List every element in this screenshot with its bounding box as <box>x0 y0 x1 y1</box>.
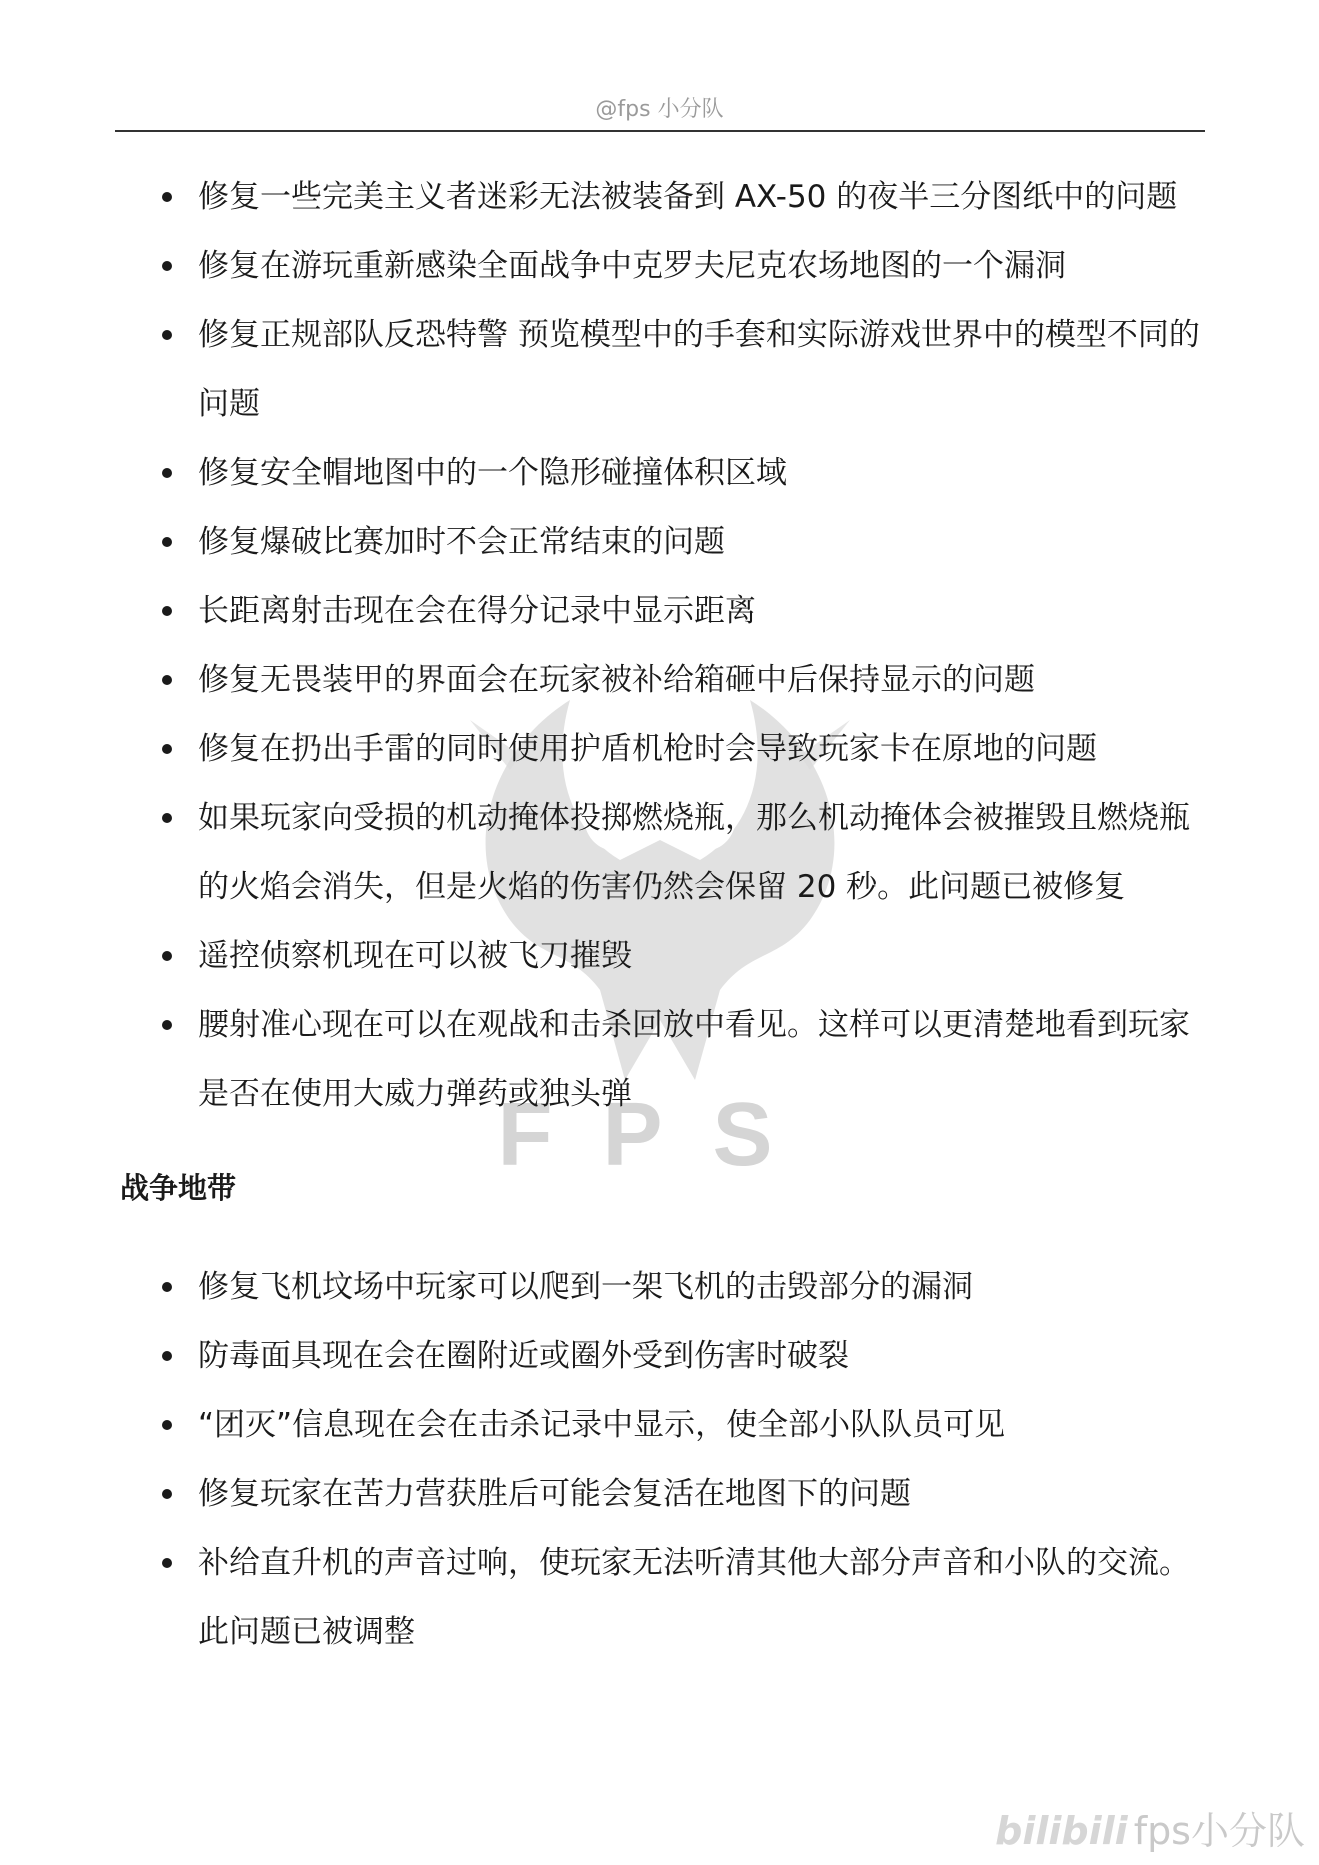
logo-text: FPS <box>497 1085 823 1185</box>
list-item: 修复无畏装甲的界面会在玩家被补给箱砸中后保持显示的问题 <box>0 646 1319 715</box>
list-item: 长距离射击现在会在得分记录中显示距离 <box>0 577 1319 646</box>
fix-list-warzone <box>0 1253 1319 1667</box>
list-item: 如果玩家向受损的机动掩体投掷燃烧瓶，那么机动掩体会被摧毁且燃烧瓶的火焰会消失，但是火焰的伤害仍然会保留 20 秒。此问题已被修复 <box>0 784 1319 922</box>
list-item: 修复正规部队反恐特警 预览模型中的手套和实际游戏世界中的模型不同的问题 <box>0 301 1319 439</box>
page-header: @fps 小分队 <box>595 97 724 122</box>
list-item: 遥控侦察机现在可以被飞刀摧毁 <box>0 922 1319 991</box>
list-item: 补给直升机的声音过响，使玩家无法听清其他大部分声音和小队的交流。此问题已被调整 <box>0 1529 1319 1667</box>
channel-name: fps小分队 <box>1133 1809 1305 1853</box>
header-rule <box>115 130 1205 132</box>
list-item: 修复在游玩重新感染全面战争中克罗夫尼克农场地图的一个漏洞 <box>0 232 1319 301</box>
list-item: 防毒面具现在会在圈附近或圈外受到伤害时破裂 <box>0 1322 1319 1391</box>
section-title-warzone: 战争地带 <box>120 1171 237 1205</box>
fix-list-general <box>0 163 1319 1129</box>
list-item: 修复飞机坟场中玩家可以爬到一架飞机的击毁部分的漏洞 <box>0 1253 1319 1322</box>
list-item: 修复在扔出手雷的同时使用护盾机枪时会导致玩家卡在原地的问题 <box>0 715 1319 784</box>
list-item: 修复爆破比赛加时不会正常结束的问题 <box>0 508 1319 577</box>
list-item: 修复玩家在苦力营获胜后可能会复活在地图下的问题 <box>0 1460 1319 1529</box>
list-item: 腰射准心现在可以在观战和击杀回放中看见。这样可以更清楚地看到玩家是否在使用大威力弹药或独头弹 <box>0 991 1319 1129</box>
list-item: “团灭”信息现在会在击杀记录中显示，使全部小队队员可见 <box>0 1391 1319 1460</box>
bilibili-watermark <box>995 1809 1305 1853</box>
list-item: 修复安全帽地图中的一个隐形碰撞体积区域 <box>0 439 1319 508</box>
list-item: 修复一些完美主义者迷彩无法被装备到 AX-50 的夜半三分图纸中的问题 <box>0 163 1319 232</box>
bilibili-logo: bilibili <box>995 1809 1128 1853</box>
